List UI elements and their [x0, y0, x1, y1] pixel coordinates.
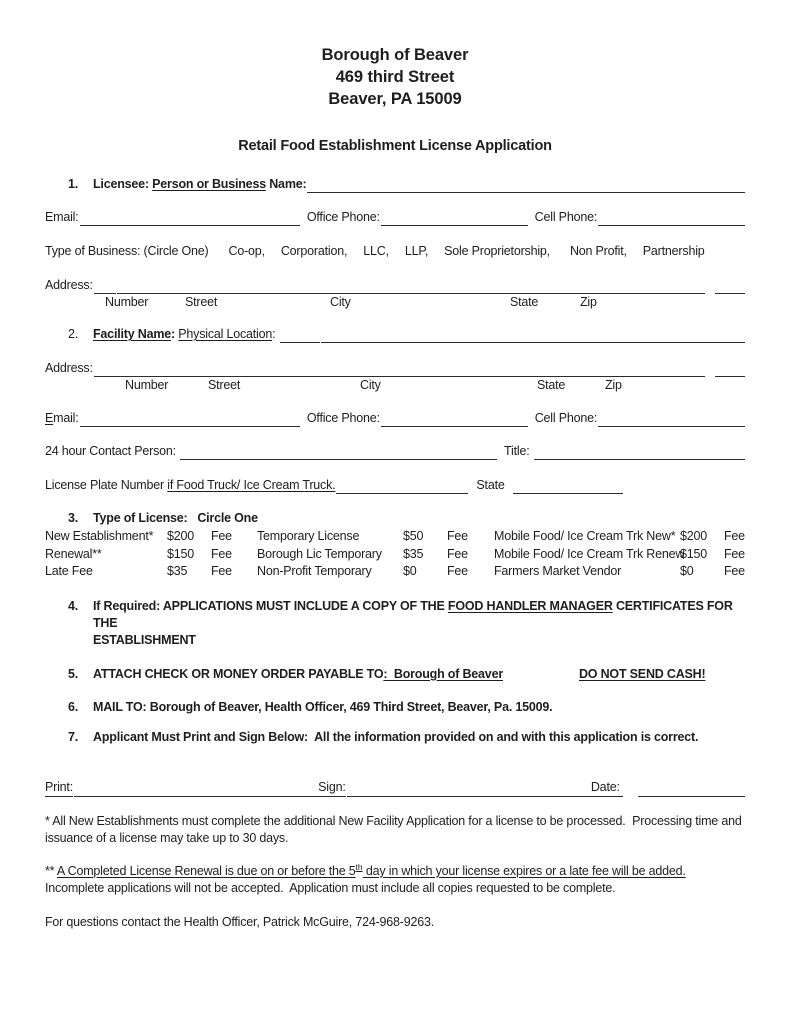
date-label: Date:	[591, 779, 623, 797]
item-2-facility	[68, 326, 745, 343]
fee-label: Non-Profit Temporary	[257, 564, 372, 578]
facility-cell-phone-field	[598, 426, 745, 427]
establishment-text: ESTABLISHMENT	[93, 632, 196, 647]
item-number: 4.	[68, 598, 79, 613]
ordinal-suffix: th	[355, 861, 363, 872]
facility-location-field	[321, 342, 745, 343]
fee-amount: $35	[403, 546, 424, 561]
address-column-state: State	[537, 378, 566, 392]
fee-amount: $200	[167, 529, 195, 543]
email-label-initial: E	[45, 411, 54, 425]
office-phone-field	[381, 225, 528, 226]
email-field	[80, 225, 300, 226]
license-plate-field	[336, 493, 468, 494]
form-title: Retail Food Establishment License Application	[238, 138, 552, 154]
fee-amount: $150	[167, 546, 195, 561]
payment-text: ATTACH CHECK OR MONEY ORDER PAYABLE TO	[93, 666, 384, 681]
facility-contact-row	[45, 410, 745, 427]
fee-word: Fee	[211, 546, 232, 561]
facility-address-row	[45, 360, 745, 377]
address-label: Address:	[45, 361, 93, 375]
license-plate-row	[45, 477, 745, 494]
food-handler-manager-label: FOOD HANDLER MANAGER	[447, 598, 613, 613]
date-field	[638, 796, 745, 797]
business-type-row	[45, 243, 745, 260]
item-number: 6.	[68, 699, 79, 714]
item-3-license-type	[68, 510, 745, 527]
certificates-text-end: CERTIFICATES FOR THE	[93, 598, 736, 630]
cell-phone-label: Cell Phone:	[534, 210, 598, 224]
fee-amount: $0	[403, 564, 417, 578]
fee-word: Fee	[724, 546, 745, 561]
licensee-name-field	[307, 192, 745, 193]
fee-amount: $150	[680, 546, 708, 561]
mail-to-text: MAIL TO: Borough of Beaver, Health Officer, 469 Third Street, Beaver, Pa. 15009.	[93, 699, 553, 714]
address-column-zip: Zip	[580, 295, 597, 309]
fee-label: New Establishment*	[45, 529, 154, 543]
signature-row	[45, 779, 745, 797]
address-column-state: State	[510, 295, 539, 309]
state-label: State	[476, 478, 505, 492]
address-column-street: Street	[185, 295, 218, 309]
licensee-label: Licensee:	[93, 177, 153, 191]
certificates-text: If Required: APPLICATIONS MUST INCLUDE A COPY OF THE	[93, 598, 448, 613]
fee-label: Mobile Food/ Ice Cream Trk New*	[494, 529, 676, 543]
office-phone-label: Office Phone:	[306, 210, 380, 224]
business-option-llp: LLP,	[404, 244, 429, 258]
item-number: 2.	[68, 327, 79, 341]
fee-word: Fee	[211, 529, 232, 543]
facility-email-field	[80, 426, 300, 427]
plate-state-field	[513, 493, 623, 494]
email-label: Email:	[45, 210, 79, 224]
fee-word: Fee	[447, 529, 468, 543]
fee-label: Farmers Market Vendor	[494, 564, 622, 578]
business-option-coop: Co-op,	[228, 244, 265, 258]
fee-label: Temporary License	[257, 529, 360, 543]
fee-amount: $50	[403, 529, 424, 543]
renewal-due-text: A Completed License Renewal is due on or before the 5	[56, 863, 356, 878]
person-or-business-label: Person or Business	[152, 177, 266, 191]
fee-amount: $0	[680, 564, 694, 578]
business-option-sole-proprietorship: Sole Proprietorship,	[444, 244, 550, 258]
header-city: Beaver, PA 15009	[328, 90, 462, 108]
physical-location-label: Physical Location	[178, 327, 273, 341]
fee-word: Fee	[447, 546, 468, 561]
facility-office-phone-field	[381, 426, 528, 427]
address-column-number: Number	[105, 295, 149, 309]
item-4-certificates	[68, 598, 745, 649]
fee-label: Renewal**	[45, 546, 102, 561]
fee-word: Fee	[211, 564, 232, 578]
address-column-zip: Zip	[605, 378, 622, 392]
address-column-city: City	[330, 295, 351, 309]
facility-address-columns	[45, 377, 745, 394]
no-cash-warning: DO NOT SEND CASH!	[578, 666, 706, 681]
sign-field	[347, 796, 591, 797]
fee-word: Fee	[724, 529, 745, 543]
address-label: Address:	[45, 278, 93, 292]
fee-label: Borough Lic Temporary	[257, 546, 382, 561]
fee-word: Fee	[447, 564, 468, 578]
item-1-licensee	[68, 176, 745, 193]
item-number: 5.	[68, 666, 79, 681]
contact-person-field	[180, 459, 497, 460]
header-street: 469 third Street	[335, 68, 455, 86]
item-number: 3.	[68, 511, 79, 525]
fee-word: Fee	[724, 564, 745, 578]
renewal-due-text-end: day in which your license expires or a late fee will be added.	[362, 863, 686, 878]
facility-colon: :	[171, 327, 179, 341]
title-field	[534, 459, 745, 460]
fee-label: Mobile Food/ Ice Cream Trk Renew	[494, 546, 685, 561]
header-org: Borough of Beaver	[321, 46, 469, 64]
address-column-street: Street	[208, 378, 241, 392]
business-option-corporation: Corporation,	[280, 244, 348, 258]
business-option-partnership: Partnership	[642, 244, 705, 258]
licensee-address-row	[45, 277, 745, 294]
contact-person-label: 24 hour Contact Person:	[45, 444, 180, 458]
footnote-star: **	[45, 863, 57, 878]
name-label: Name:	[265, 177, 307, 191]
item-5-payment	[68, 666, 745, 683]
title-label: Title:	[504, 444, 533, 458]
fee-amount: $200	[680, 529, 708, 543]
facility-location-field-start	[280, 342, 320, 343]
license-plate-label: License Plate Number	[45, 478, 168, 492]
item-6-mail-to	[68, 699, 745, 716]
footnote-new-establishments: * All New Establishments must complete the additional New Facility Application for a license to be processed. Processing time and issuance of a license may take up to 30 days.	[45, 813, 745, 845]
business-option-llc: LLC,	[363, 244, 389, 258]
item-number: 7.	[68, 729, 79, 744]
cell-phone-label: Cell Phone:	[534, 411, 598, 425]
health-officer-contact: For questions contact the Health Officer, Patrick McGuire, 724-968-9263.	[45, 914, 435, 929]
incomplete-text: Incomplete applications will not be accepted. Application must include all copies requested to be complete.	[45, 863, 689, 895]
business-type-label: Type of Business: (Circle One)	[45, 244, 209, 258]
licensee-contact-row	[45, 209, 745, 226]
licensee-address-columns	[45, 294, 745, 311]
location-colon: :	[272, 327, 279, 341]
contact-person-row	[45, 443, 745, 460]
fee-label: Late Fee	[45, 564, 93, 578]
item-7-sign	[68, 729, 745, 746]
payable-to-label: : Borough of Beaver	[383, 666, 503, 681]
fee-amount: $35	[167, 564, 188, 578]
address-column-city: City	[360, 378, 381, 392]
email-label-rest: mail:	[53, 411, 79, 425]
sign-instruction-text: Applicant Must Print and Sign Below: All the information provided on and with this application is correct.	[93, 729, 699, 744]
print-field	[74, 796, 318, 797]
facility-name-label: Facility Name	[93, 327, 171, 341]
food-truck-label: if Food Truck/ Ice Cream Truck.	[167, 478, 336, 492]
item-number: 1.	[68, 177, 79, 191]
office-phone-label: Office Phone:	[306, 411, 380, 425]
address-column-number: Number	[125, 378, 169, 392]
cell-phone-field	[598, 225, 745, 226]
fee-table	[45, 528, 745, 581]
footnote-renewal	[45, 863, 745, 897]
license-type-heading: Type of License: Circle One	[93, 511, 258, 525]
business-option-non-profit: Non Profit,	[569, 244, 627, 258]
sign-label: Sign:	[318, 779, 346, 797]
print-label: Print:	[45, 779, 73, 797]
